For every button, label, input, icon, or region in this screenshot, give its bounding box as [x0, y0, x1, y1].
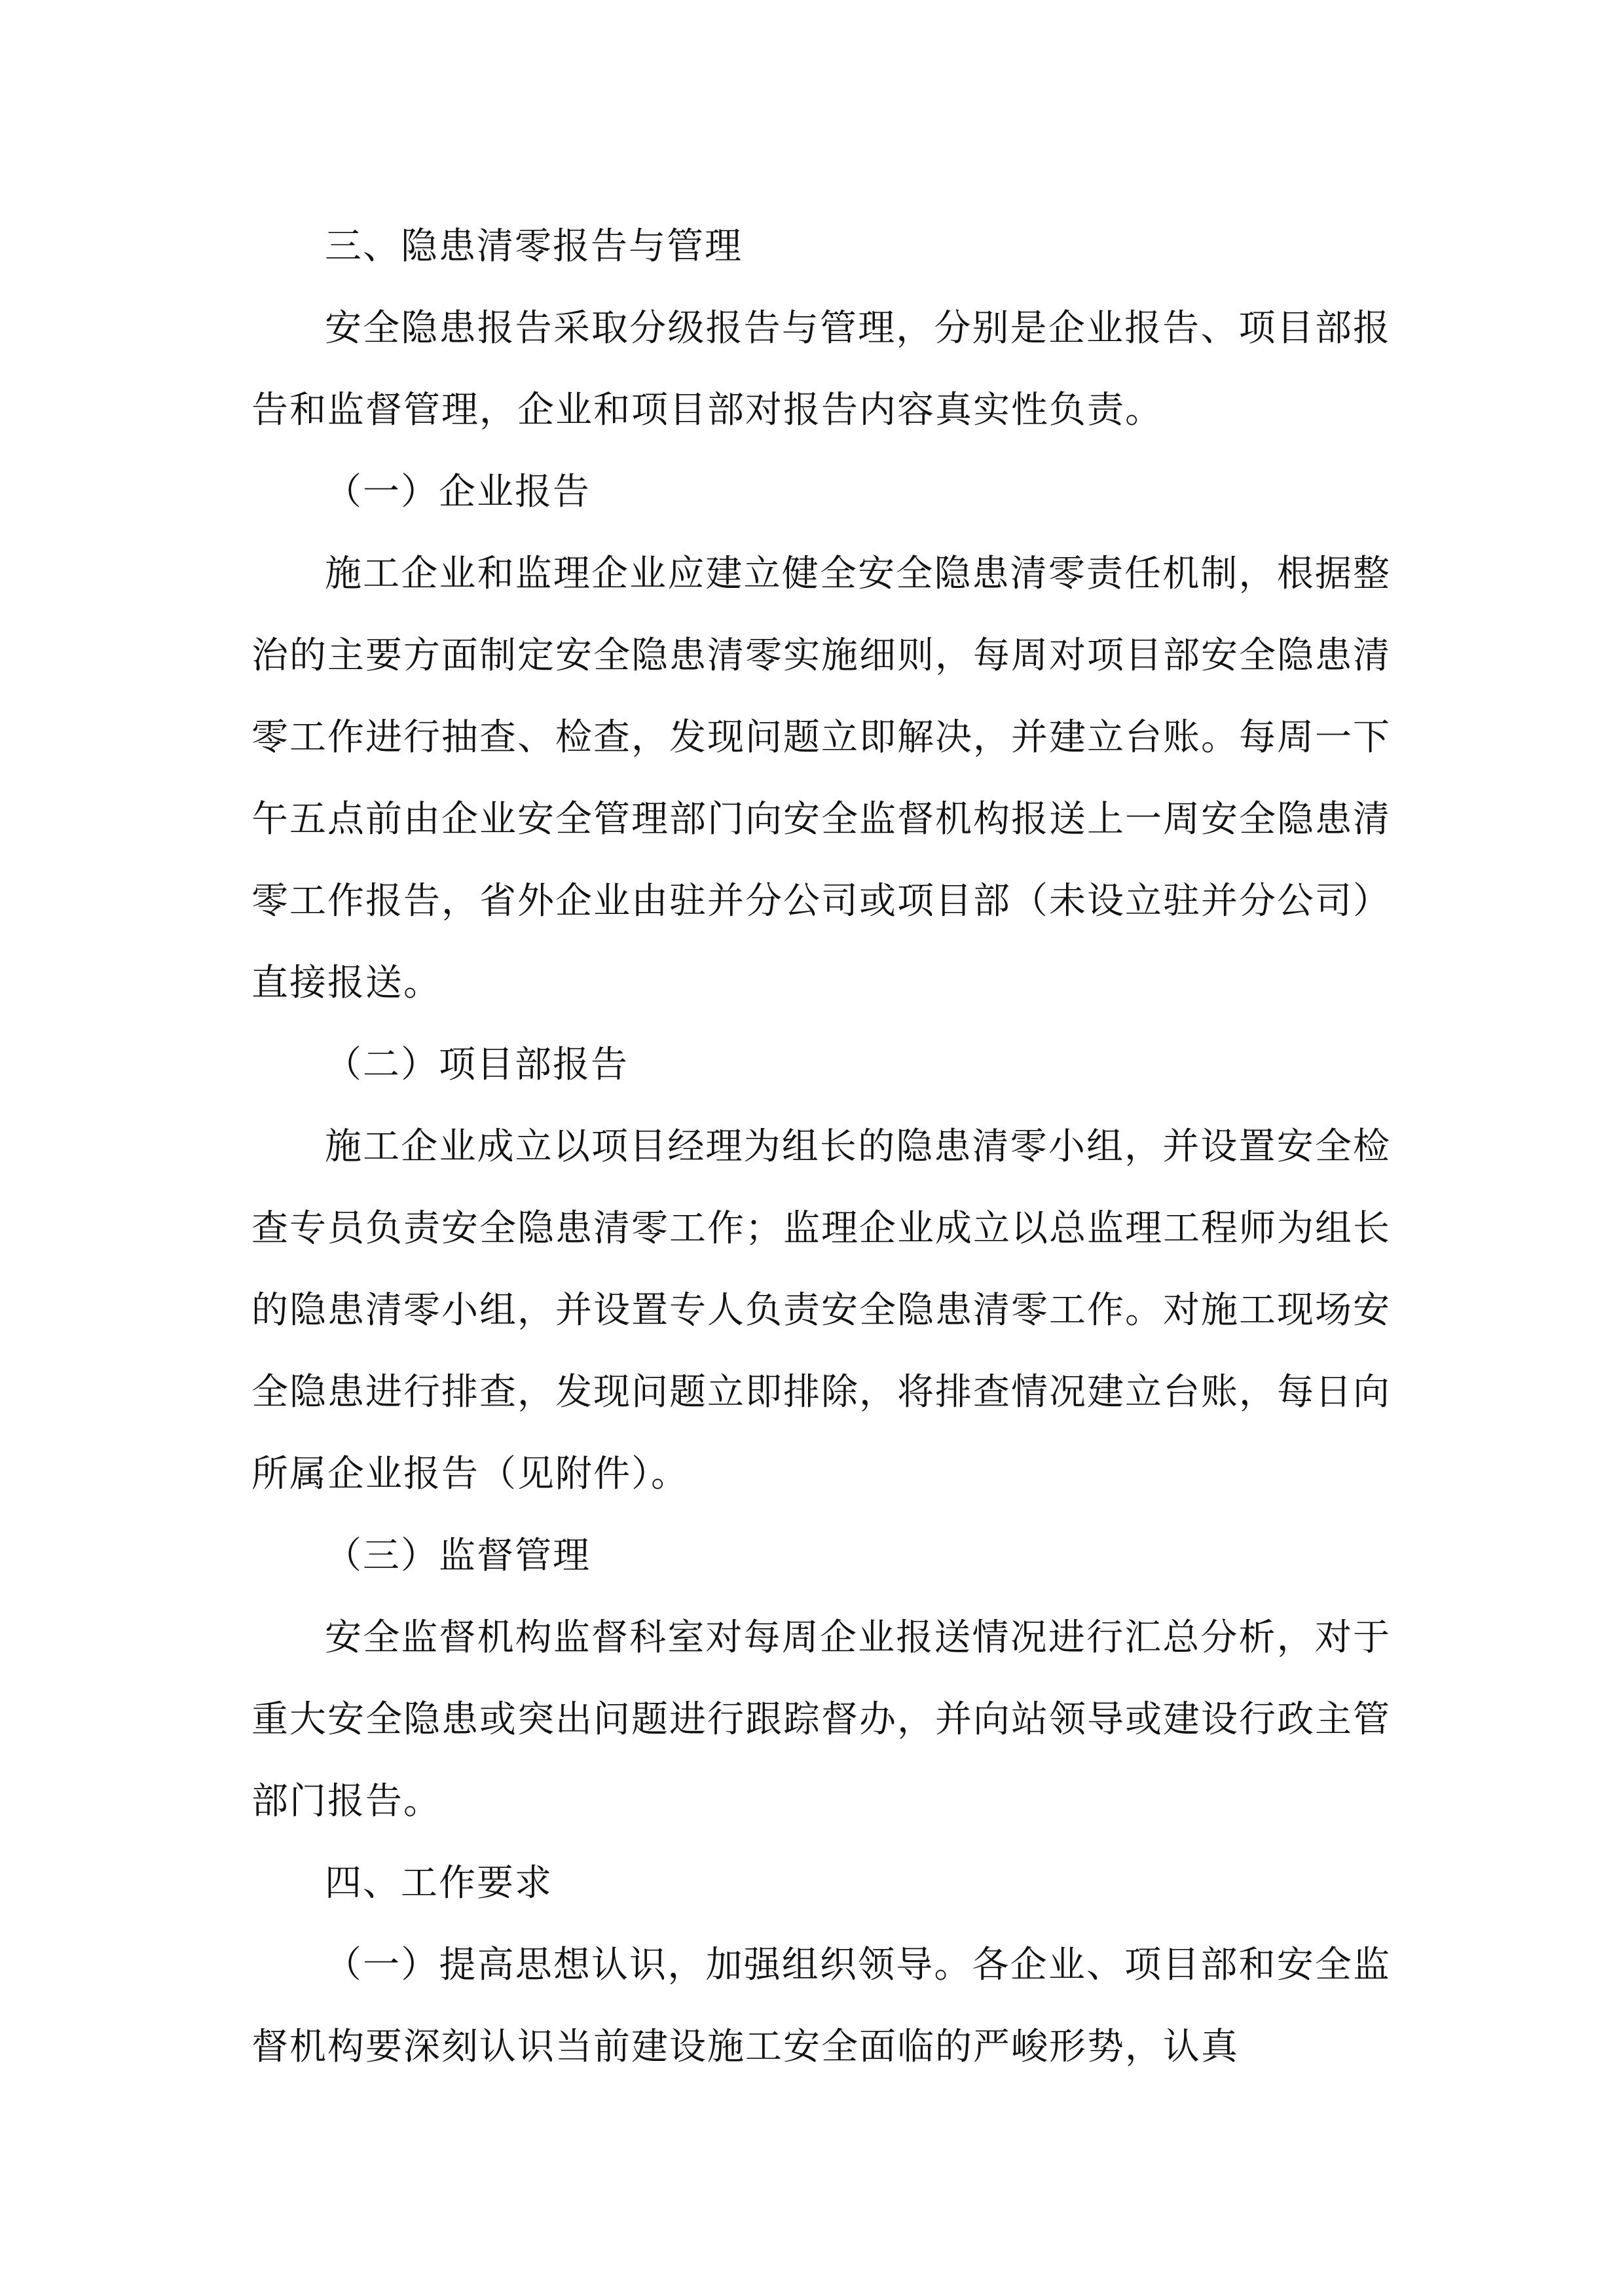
paragraph-work-requirements: （一）提高思想认识，加强组织领导。各企业、项目部和安全监督机构要深刻认识当前建设施工安全面临的严峻形势，认真 — [251, 1944, 1391, 2068]
document-body — [251, 206, 1391, 2088]
paragraph-supervision: 安全监督机构监督科室对每周企业报送情况进行汇总分析，对于重大安全隐患或突出问题进行跟踪督办，并向站领导或建设行政主管部门报告。 — [251, 1616, 1391, 1823]
subheading-supervision: （三）监督管理 — [325, 1535, 591, 1577]
paragraph-enterprise-report: 施工企业和监理企业应建立健全安全隐患清零责任机制，根据整治的主要方面制定安全隐患清零实施细则，每周对项目部安全隐患清零工作进行抽查、检查，发现问题立即解决，并建立台账。每周一下午五点前由企业安全管理部门向安全监督机构报送上一周安全隐患清零工作报告，省外企业由驻并分公司或项目部（未设立驻并分公司）直接报送。 — [251, 553, 1391, 1004]
subheading-enterprise-report: （一）企业报告 — [325, 471, 591, 513]
subheading-project-report: （二）项目部报告 — [325, 1044, 629, 1086]
section-heading-4: 四、工作要求 — [325, 1862, 553, 1904]
section-heading-3: 三、隐患清零报告与管理 — [325, 225, 743, 268]
paragraph-report-overview: 安全隐患报告采取分级报告与管理，分别是企业报告、项目部报告和监督管理，企业和项目部对报告内容真实性负责。 — [251, 307, 1391, 431]
paragraph-project-report: 施工企业成立以项目经理为组长的隐患清零小组，并设置安全检查专员负责安全隐患清零工作；监理企业成立以总监理工程师为组长的隐患清零小组，并设置专人负责安全隐患清零工作。对施工现场安全隐患进行排查，发现问题立即排除，将排查情况建立台账，每日向所属企业报告（见附件）。 — [251, 1125, 1391, 1495]
